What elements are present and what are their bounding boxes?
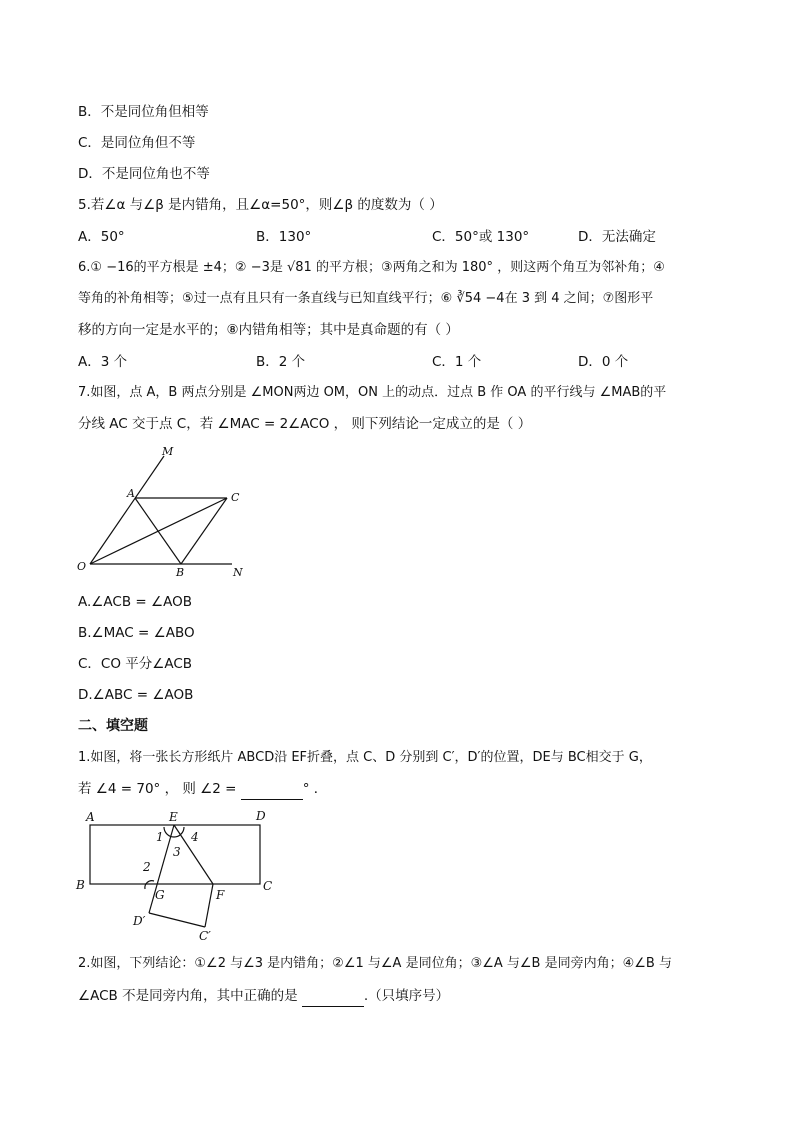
label-d-prime: D′ (133, 914, 146, 928)
label-m: M (162, 445, 174, 458)
q7-option-c: C．CO 平分∠ACB (78, 656, 193, 672)
label-b: B (176, 566, 185, 579)
label-a: A (86, 810, 95, 824)
q4-option-d: D．不是同位角也不等 (78, 166, 210, 182)
label-b: B (76, 878, 85, 892)
fill2-line-2-suffix: .（只填序号） (363, 988, 450, 1004)
fill2-line-1: 2.如图，下列结论：①∠2 与∠3 是内错角；②∠1 与∠A 是同位角；③∠A 与∠B 是同旁内角；④∠B 与 (78, 956, 672, 971)
q4-option-b: B．不是同位角但相等 (78, 104, 209, 120)
fill1-line-1: 1.如图，将一张长方形纸片 ABCD沿 EF折叠，点 C、D 分别到 C′，D′的位置，DE与 BC相交于 G， (78, 750, 652, 765)
q7-line-2: 分线 AC 交于点 C，若 ∠MAC = 2∠ACO ， 则下列结论一定成立的是（ ） (78, 416, 532, 432)
angle-label-2: 2 (143, 860, 151, 874)
q6-option-d: D．0 个 (578, 354, 629, 370)
label-d: D (256, 809, 266, 823)
section-heading: 二、填空题 (78, 718, 148, 734)
fill1-line-2-prefix: 若 ∠4 = 70° ， 则 ∠2 = (78, 781, 241, 797)
q6-option-a: A．3 个 (78, 354, 128, 370)
angle-label-1: 1 (156, 830, 164, 844)
fill1-figure (70, 805, 285, 945)
label-o: O (77, 560, 87, 573)
label-c-prime: C′ (199, 929, 211, 943)
segment-oc (90, 498, 227, 564)
segment-bc (181, 498, 227, 564)
fill2-line-2-prefix: ∠ACB 不是同旁内角，其中正确的是 (78, 988, 302, 1004)
q6-line-2: 等角的补角相等；⑤过一点有且只有一条直线与已知直线平行；⑥ ∛54 −4在 3 到 4 之间；⑦图形平 (78, 291, 654, 306)
label-c: C (263, 879, 273, 893)
q5-option-d: D．无法确定 (578, 229, 656, 245)
angle-label-3: 3 (173, 845, 181, 859)
q6-line-3: 移的方向一定是水平的；⑧内错角相等；其中是真命题的有（ ） (78, 322, 459, 338)
segment-fc-prime (205, 884, 213, 927)
label-c: C (231, 491, 240, 504)
label-f: F (216, 888, 225, 902)
q7-option-b: B.∠MAC = ∠ABO (78, 625, 195, 641)
label-n: N (233, 566, 243, 579)
fill1-line-2-suffix: ° ． (302, 781, 328, 797)
q7-figure (70, 440, 260, 585)
q5-stem: 5.若∠α 与∠β 是内错角，且∠α=50°，则∠β 的度数为（ ） (78, 197, 443, 213)
q6-option-b: B．2 个 (256, 354, 306, 370)
q7-option-d: D.∠ABC = ∠AOB (78, 687, 194, 703)
ray-om (90, 456, 164, 564)
fill2-line-2 (78, 986, 449, 1007)
q4-option-c: C．是同位角但不等 (78, 135, 196, 151)
angle-arc-g (145, 881, 154, 889)
segment-d-prime-c-prime (149, 913, 205, 927)
answer-blank-1[interactable] (241, 779, 303, 800)
q7-option-a: A.∠ACB = ∠AOB (78, 594, 192, 610)
q5-option-a: A．50° (78, 229, 125, 245)
label-a: A (127, 487, 135, 500)
label-e: E (169, 810, 178, 824)
answer-blank-2[interactable] (302, 986, 364, 1007)
q5-option-c: C．50°或 130° (432, 229, 530, 245)
q6-option-c: C．1 个 (432, 354, 482, 370)
q5-option-b: B．130° (256, 229, 312, 245)
fill1-line-2 (78, 779, 327, 800)
angle-label-4: 4 (191, 830, 199, 844)
label-g: G (155, 888, 165, 902)
q7-line-1: 7.如图，点 A，B 两点分别是 ∠MON两边 OM，ON 上的动点．过点 B 作 OA 的平行线与 ∠MAB的平 (78, 385, 667, 400)
q6-line-1: 6.① −16的平方根是 ±4；② −3是 √81 的平方根；③两角之和为 180° ，则这两个角互为邻补角；④ (78, 260, 665, 275)
